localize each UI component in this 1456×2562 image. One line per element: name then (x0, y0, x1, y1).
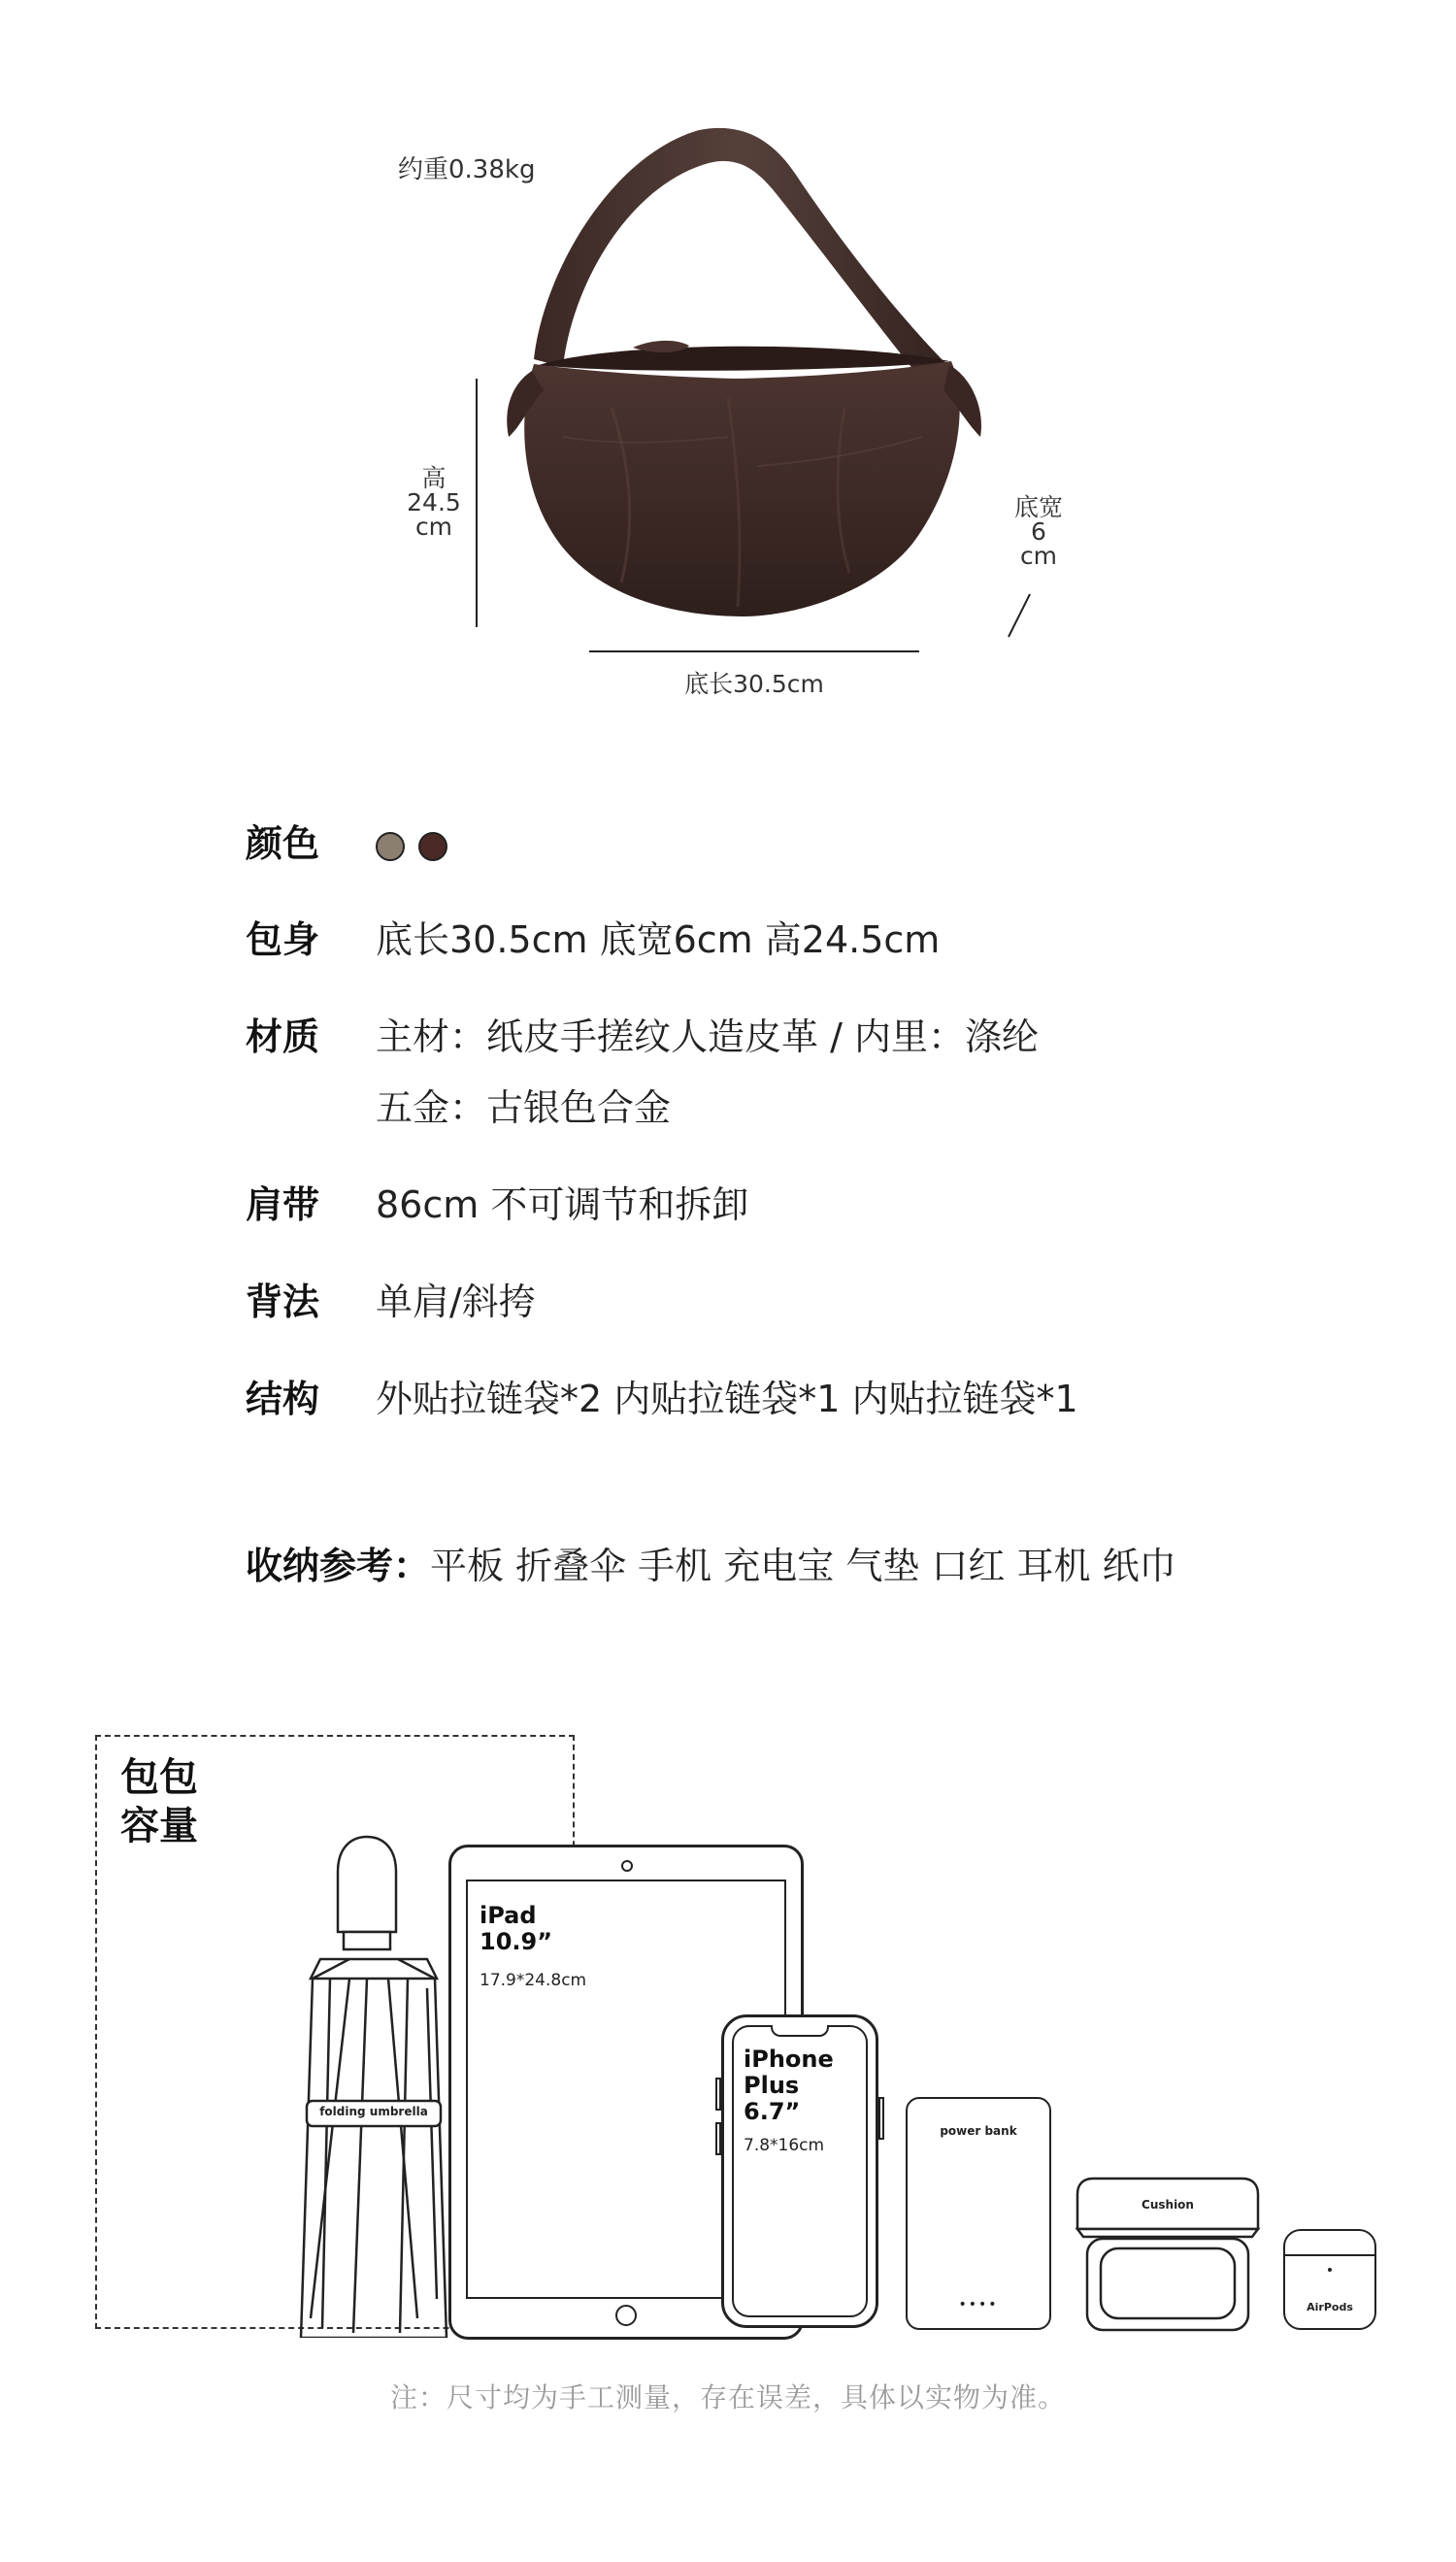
spec-material-label: 材质 (246, 1015, 320, 1058)
depth-label-word: 底宽 (1013, 493, 1063, 521)
iphone-title-line1: iPhone (744, 2046, 834, 2073)
capacity-label-line2: 容量 (120, 1804, 198, 1848)
spec-structure-row (246, 1369, 1078, 1422)
disclaimer-note: 注：尺寸均为手工测量，存在误差，具体以实物为准。 (389, 2381, 1066, 2413)
ipad-home-button (615, 2305, 637, 2326)
bag-illustration (466, 116, 1009, 660)
color-swatch-dark-brown[interactable] (418, 832, 447, 861)
weight-label: 约重0.38kg (398, 155, 536, 184)
spec-body-label: 包身 (246, 918, 320, 961)
depth-label-value: 6 (1031, 517, 1046, 546)
spec-material-row (246, 1007, 1039, 1060)
height-label (400, 466, 468, 539)
depth-label (1000, 495, 1077, 568)
spec-material-line1: 主材：纸皮手搓纹人造皮革 / 内里：涤纶 (376, 1015, 1039, 1058)
height-label-value: 24.5 (407, 488, 461, 516)
iphone-power-button (878, 2097, 884, 2140)
umbrella-label: folding umbrella (319, 2105, 428, 2118)
iphone-notch (771, 2025, 829, 2037)
airpods-led (1328, 2268, 1332, 2272)
spec-carry-row (246, 1272, 536, 1325)
airpods-lid-line (1285, 2254, 1374, 2256)
iphone-title (744, 2046, 834, 2125)
spec-strap-row (246, 1175, 748, 1228)
spec-color-label: 颜色 (246, 822, 320, 865)
ipad-title (480, 1903, 552, 1955)
spec-color-row (246, 814, 461, 867)
iphone-title-line3: 6.7” (744, 2097, 801, 2125)
ipad-title-line2: 10.9” (480, 1927, 552, 1955)
airpods-case (1283, 2229, 1376, 2330)
spec-strap-label: 肩带 (246, 1183, 320, 1226)
height-label-unit: cm (414, 513, 453, 541)
ipad-title-line1: iPad (480, 1902, 537, 1929)
storage-items: 平板 折叠伞 手机 充电宝 气垫 口红 耳机 纸巾 (430, 1545, 1176, 1587)
length-line (589, 650, 919, 652)
spec-material-line2: 五金：古银色合金 (376, 1086, 672, 1129)
spec-body-row (246, 910, 940, 963)
storage-label: 收纳参考： (246, 1545, 431, 1587)
iphone-title-line2: Plus (744, 2071, 800, 2099)
iphone-size: 7.8*16cm (744, 2136, 825, 2155)
umbrella-icon (291, 1833, 456, 2338)
ipad-size: 17.9*24.8cm (480, 1971, 587, 1990)
capacity-box-label (120, 1753, 198, 1850)
cushion-label: Cushion (1142, 2198, 1194, 2212)
spec-color-value (376, 822, 461, 865)
spec-structure-value: 外贴拉链袋*2 内贴拉链袋*1 内贴拉链袋*1 (376, 1378, 1078, 1420)
capacity-label-line1: 包包 (120, 1755, 198, 1800)
depth-label-unit: cm (1019, 542, 1058, 570)
powerbank-indicator: •••• (958, 2297, 999, 2312)
spec-structure-label: 结构 (246, 1378, 320, 1420)
spec-body-value: 底长30.5cm 底宽6cm 高24.5cm (376, 918, 941, 961)
airpods-label: AirPods (1307, 2301, 1353, 2313)
spec-carry-label: 背法 (246, 1281, 320, 1323)
iphone-side-button-2 (715, 2122, 721, 2155)
height-line (476, 379, 478, 627)
length-label: 底长30.5cm (684, 670, 824, 698)
powerbank-label: power bank (940, 2124, 1017, 2138)
ipad-camera (621, 1860, 633, 1872)
spec-strap-value: 86cm 不可调节和拆卸 (376, 1183, 749, 1226)
height-label-word: 高 (421, 464, 447, 492)
color-swatch-taupe[interactable] (376, 832, 405, 861)
storage-row (246, 1536, 1176, 1589)
spec-carry-value: 单肩/斜挎 (376, 1281, 536, 1323)
spec-material-row-2 (246, 1078, 671, 1131)
iphone-side-button (715, 2078, 721, 2111)
depth-line (1005, 590, 1034, 641)
